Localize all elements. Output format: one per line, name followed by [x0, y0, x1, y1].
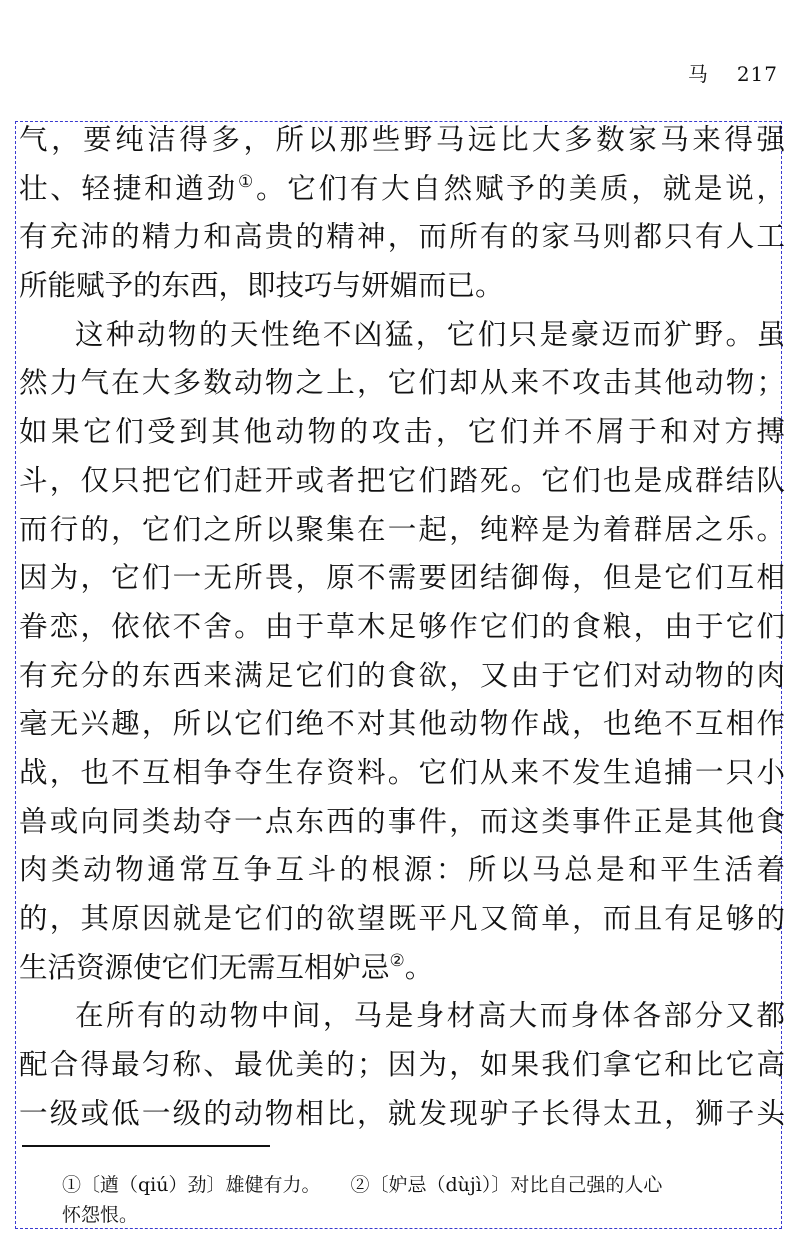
body-text	[19, 116, 785, 1138]
page-number: 217	[736, 62, 778, 86]
footnote-2: ②〔妒忌（dùjì）〕对比自己强的人心	[350, 1174, 663, 1196]
text-line: 战，也不互相争夺生存资料。它们从来不发生追捕一只小	[19, 755, 785, 789]
footnote-line	[62, 1170, 782, 1200]
text-line: 如果它们受到其他动物的攻击，它们并不屑于和对方搏	[19, 415, 785, 449]
footnote-rule	[22, 1145, 270, 1147]
text-line: 有充分的东西来满足它们的食欲，又由于它们对动物的肉	[19, 658, 785, 692]
text-line: 这种动物的天性绝不凶猛，它们只是豪迈而犷野。虽	[75, 317, 785, 351]
text-line: 所能赋予的东西，即技巧与妍媚而已。	[19, 269, 504, 303]
text-line: 在所有的动物中间，马是身材高大而身体各部分又都	[75, 999, 785, 1033]
text-line: 壮、轻捷和遒劲①。它们有大自然赋予的美质，就是说，	[19, 171, 785, 205]
text-line: 的，其原因就是它们的欲望既平凡又简单，而且有足够的	[19, 902, 785, 935]
text-line: 气，要纯洁得多，所以那些野马远比大多数家马来得强	[19, 123, 785, 156]
text-line: 因为，它们一无所畏，原不需要团结御侮，但是它们互相	[19, 561, 785, 595]
running-title: 马	[687, 62, 709, 86]
text-line: 生活资源使它们无需互相妒忌②。	[19, 950, 434, 984]
text-line: 兽或向同类劫夺一点东西的事件，而这类事件正是其他食	[19, 804, 785, 838]
footnote-mark: ②	[389, 950, 405, 971]
footnote-mark: ①	[237, 171, 256, 192]
footnote-1: ①〔遒（qiú）劲〕雄健有力。	[62, 1174, 321, 1196]
running-header	[688, 58, 778, 87]
text-line: 毫无兴趣，所以它们绝不对其他动物作战，也绝不互相作	[19, 707, 785, 741]
text-line: 肉类动物通常互争互斗的根源：所以马总是和平生活着	[19, 853, 785, 887]
text-line: 配合得最匀称、最优美的；因为，如果我们拿它和比它高	[19, 1048, 785, 1082]
text-line: 眷恋，依依不舍。由于草木足够作它们的食粮，由于它们	[19, 609, 785, 643]
footnotes	[62, 1170, 782, 1230]
text-line: 然力气在大多数动物之上，它们却从来不攻击其他动物；	[19, 366, 785, 400]
footnote-2-continued: 怀怨恨。	[62, 1204, 139, 1226]
footnote-line	[62, 1200, 782, 1230]
text-line: 有充沛的精力和高贵的精神，而所有的家马则都只有人工	[19, 220, 785, 254]
text-line: 一级或低一级的动物相比，就发现驴子长得太丑，狮子头	[19, 1096, 785, 1130]
text-line: 斗，仅只把它们赶开或者把它们踏死。它们也是成群结队	[19, 463, 785, 497]
text-line: 而行的，它们之所以聚集在一起，纯粹是为着群居之乐。	[19, 512, 785, 546]
